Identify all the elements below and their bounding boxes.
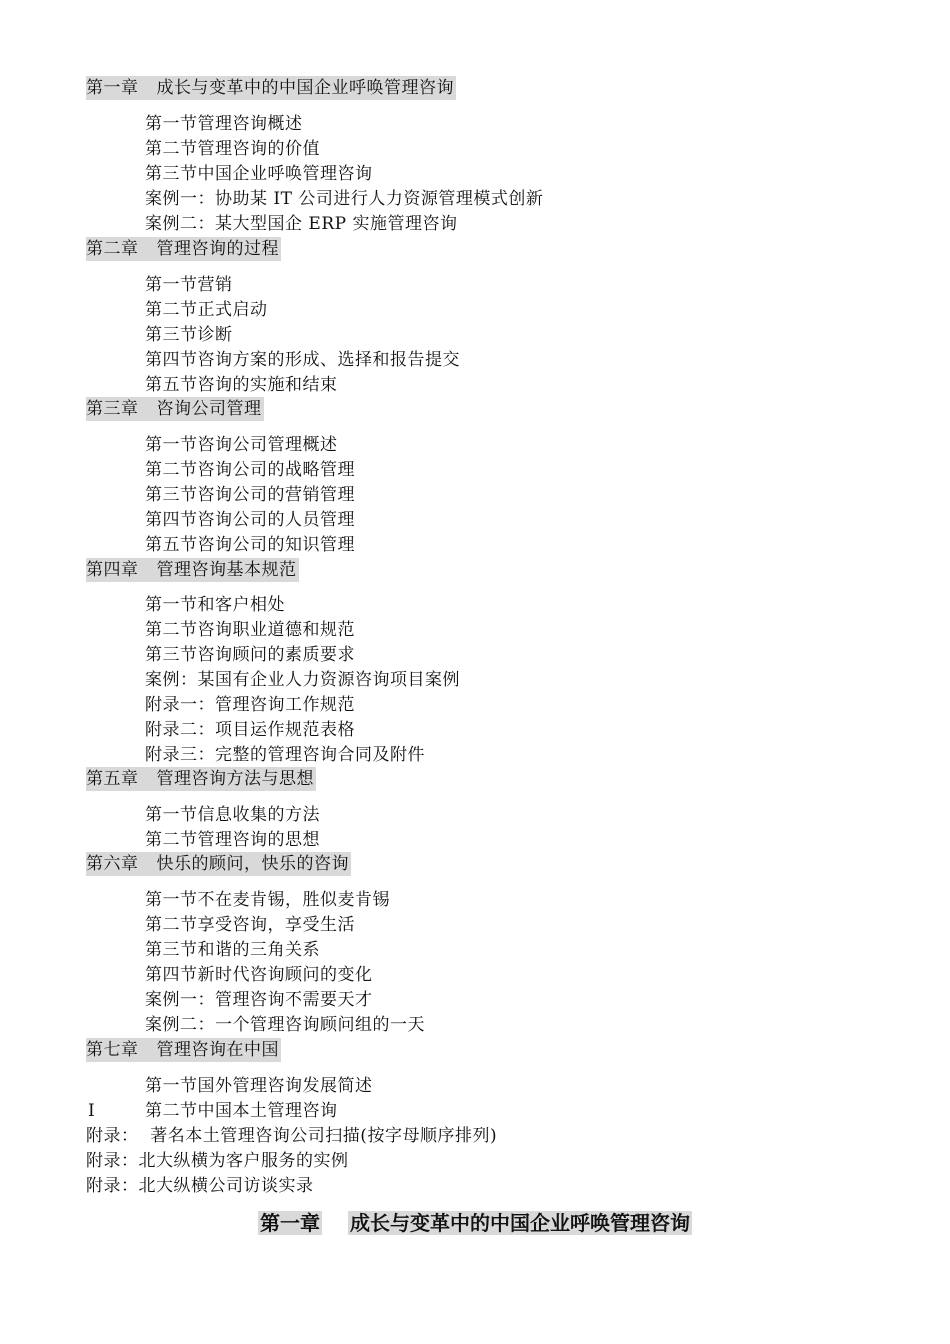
toc-entry[interactable]: 第一节不在麦肯锡，胜似麦肯锡 <box>145 890 390 910</box>
toc-entry[interactable]: 第二节咨询职业道德和规范 <box>145 620 355 640</box>
toc-entry[interactable]: 第一节咨询公司管理概述 <box>145 435 338 455</box>
toc-entry[interactable]: 第一节国外管理咨询发展简述 <box>145 1076 373 1096</box>
page-title <box>0 1209 950 1237</box>
chapter-number: 第六章 <box>86 854 139 874</box>
toc-entry[interactable]: 第三节和谐的三角关系 <box>145 940 320 960</box>
heading-title: 成长与变革中的中国企业呼唤管理咨询 <box>350 1211 690 1235</box>
chapter-title: 成长与变革中的中国企业呼唤管理咨询 <box>156 78 454 98</box>
chapter-title: 管理咨询基本规范 <box>156 560 297 580</box>
chapter-number: 第一章 <box>86 78 139 98</box>
chapter-number: 第三章 <box>86 399 139 419</box>
chapter-title: 管理咨询的过程 <box>156 239 279 259</box>
toc-entry[interactable]: 第五节咨询公司的知识管理 <box>145 535 355 555</box>
toc-entry[interactable]: 附录二：项目运作规范表格 <box>145 720 355 740</box>
toc-entry[interactable]: 第四节咨询公司的人员管理 <box>145 510 355 530</box>
appendix-entry[interactable]: 附录：北大纵横公司访谈实录 <box>86 1176 314 1196</box>
chapter-7-heading[interactable] <box>86 1038 281 1062</box>
toc-entry[interactable]: 第二节中国本土管理咨询 <box>145 1101 338 1121</box>
chapter-1-heading[interactable] <box>86 76 456 100</box>
heading-number: 第一章 <box>260 1211 320 1235</box>
chapter-4-heading[interactable] <box>86 558 299 582</box>
toc-entry[interactable]: 案例一：协助某 IT 公司进行人力资源管理模式创新 <box>145 189 544 209</box>
toc-entry[interactable]: 案例二：某大型国企 ERP 实施管理咨询 <box>145 214 458 234</box>
chapter-title: 管理咨询在中国 <box>156 1040 279 1060</box>
toc-entry[interactable]: 第一节信息收集的方法 <box>145 805 320 825</box>
list-marker: I <box>88 1101 96 1121</box>
chapter-number: 第二章 <box>86 239 139 259</box>
toc-entry[interactable]: 第一节营销 <box>145 275 233 295</box>
toc-entry[interactable]: 第二节管理咨询的价值 <box>145 139 320 159</box>
appendix-entry[interactable]: 附录： 著名本土管理咨询公司扫描(按字母顺序排列) <box>86 1126 498 1146</box>
toc-entry[interactable]: 案例：某国有企业人力资源咨询项目案例 <box>145 670 460 690</box>
toc-entry[interactable]: 第二节咨询公司的战略管理 <box>145 460 355 480</box>
chapter-title: 管理咨询方法与思想 <box>156 769 314 789</box>
chapter-title: 快乐的顾问，快乐的咨询 <box>156 854 349 874</box>
toc-entry[interactable]: 第四节咨询方案的形成、选择和报告提交 <box>145 350 460 370</box>
toc-entry[interactable]: 案例二：一个管理咨询顾问组的一天 <box>145 1015 425 1035</box>
toc-entry[interactable]: 第三节咨询顾问的素质要求 <box>145 645 355 665</box>
toc-entry[interactable]: 第五节咨询的实施和结束 <box>145 375 338 395</box>
toc-entry[interactable]: 第四节新时代咨询顾问的变化 <box>145 965 373 985</box>
toc-entry[interactable]: 第二节正式启动 <box>145 300 268 320</box>
toc-entry[interactable]: 第一节管理咨询概述 <box>145 114 303 134</box>
toc-entry[interactable]: 第三节中国企业呼唤管理咨询 <box>145 164 373 184</box>
chapter-number: 第七章 <box>86 1040 139 1060</box>
chapter-number: 第五章 <box>86 769 139 789</box>
chapter-2-heading[interactable] <box>86 237 281 261</box>
chapter-number: 第四章 <box>86 560 139 580</box>
toc-entry[interactable]: 第二节管理咨询的思想 <box>145 830 320 850</box>
chapter-3-heading[interactable] <box>86 397 264 421</box>
toc-entry[interactable]: 第二节享受咨询，享受生活 <box>145 915 355 935</box>
chapter-title: 咨询公司管理 <box>156 399 262 419</box>
toc-entry[interactable]: 第三节咨询公司的营销管理 <box>145 485 355 505</box>
toc-entry[interactable]: 附录一：管理咨询工作规范 <box>145 695 355 715</box>
toc-entry[interactable]: 案例一：管理咨询不需要天才 <box>145 990 373 1010</box>
appendix-entry[interactable]: 附录：北大纵横为客户服务的实例 <box>86 1151 349 1171</box>
chapter-5-heading[interactable] <box>86 767 316 791</box>
toc-entry[interactable]: 附录三：完整的管理咨询合同及附件 <box>145 745 425 765</box>
toc-entry[interactable]: 第三节诊断 <box>145 325 233 345</box>
toc-entry[interactable]: 第一节和客户相处 <box>145 595 285 615</box>
chapter-6-heading[interactable] <box>86 852 351 876</box>
